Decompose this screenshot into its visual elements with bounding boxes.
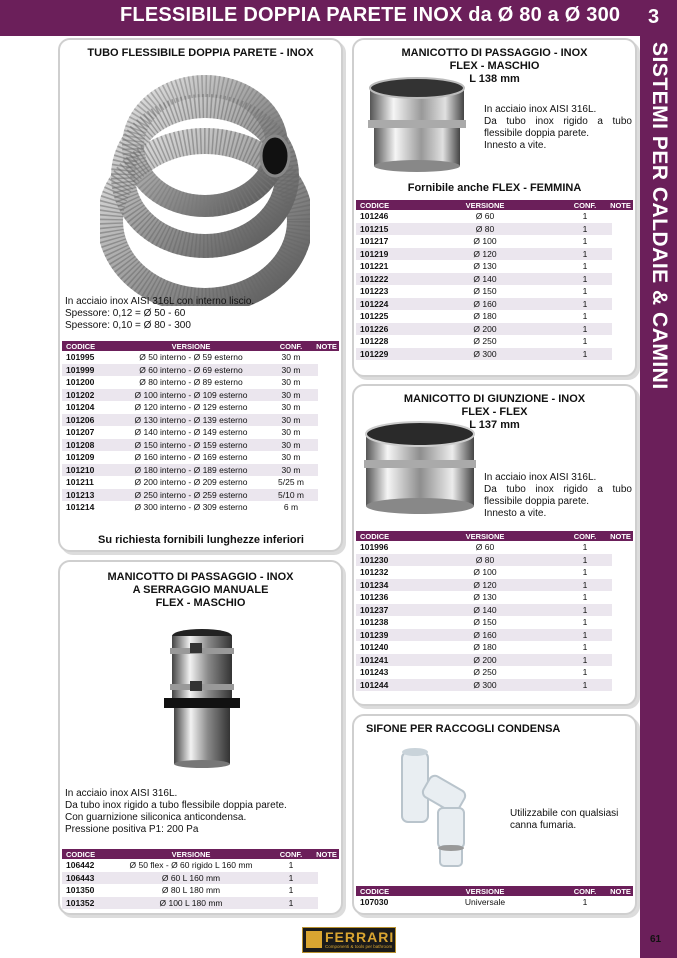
cell-version: Ø 160 (408, 298, 562, 311)
cell-version: Ø 120 interno - Ø 129 esterno (134, 402, 248, 413)
cell-code: 101996 (360, 542, 389, 553)
cell-code: 101246 (360, 211, 389, 222)
card-tubo-flessibile (58, 38, 343, 552)
table-row (356, 641, 633, 654)
cell-note (608, 679, 612, 692)
cell-note (608, 654, 612, 667)
page-title: FLESSIBILE DOPPIA PARETE INOX da Ø 80 a Ø 300 (120, 4, 621, 26)
description-line: Pressione positiva P1: 200 Pa (65, 824, 199, 835)
cell-note (608, 566, 612, 579)
cell-code: 101221 (360, 261, 389, 272)
cell-code: 101217 (360, 236, 389, 247)
cell-version: Ø 130 interno - Ø 139 esterno (114, 414, 268, 427)
cell-version: Ø 50 flex - Ø 60 rigido L 160 mm (129, 860, 253, 871)
table-row (356, 666, 633, 679)
cell-code: 106442 (66, 860, 95, 871)
cell-conf: 1 (562, 654, 608, 667)
cell-version: Ø 100 (473, 236, 497, 247)
footnote: Su richiesta fornibili lunghezze inferiori (98, 534, 304, 546)
table-row (62, 501, 339, 514)
col-note: NOTE (608, 886, 633, 896)
cell-conf: 30 m (268, 439, 314, 452)
table-row (356, 285, 633, 298)
table-row (356, 541, 633, 554)
section-number: 3 (648, 6, 660, 28)
spec-table (356, 200, 633, 360)
cell-conf: 6 m (283, 502, 299, 513)
col-conf: CONF. (268, 849, 314, 859)
cell-note (608, 285, 612, 298)
cell-conf: 1 (288, 860, 294, 871)
cell-note (608, 579, 612, 592)
description-line: Innesto a vite. (484, 140, 547, 151)
cell-conf: 30 m (281, 427, 301, 438)
joint-sleeve-image (360, 420, 480, 520)
description-line: In acciaio inox AISI 316L. (65, 788, 178, 799)
cell-version: Ø 80 (408, 223, 562, 236)
table-row (62, 872, 339, 885)
cell-conf: 1 (268, 872, 314, 885)
cell-version: Ø 120 (408, 248, 562, 261)
cell-note (608, 896, 612, 909)
cell-version: Ø 140 (408, 604, 562, 617)
table-row (356, 679, 633, 692)
cell-conf: 30 m (281, 402, 301, 413)
description-line: Con guarnizione siliconica anticondensa. (65, 812, 247, 823)
col-code: CODICE (356, 531, 408, 541)
cell-version: Ø 300 (408, 679, 562, 692)
table-header (62, 849, 339, 859)
table-row (62, 426, 339, 439)
table-row (356, 210, 633, 223)
description-line: Utilizzabile con qualsiasi (510, 808, 619, 819)
cell-version: Ø 150 (473, 286, 497, 297)
cell-note (314, 351, 318, 364)
table-row (356, 629, 633, 642)
cell-version: Ø 200 (408, 323, 562, 336)
description-line: Spessore: 0,10 = Ø 80 - 300 (65, 320, 191, 331)
cell-note (314, 897, 318, 910)
cell-conf: 30 m (281, 352, 301, 363)
table-header (356, 200, 633, 210)
cell-code: 101238 (360, 617, 389, 628)
cell-note (314, 401, 318, 414)
cell-note (608, 260, 612, 273)
table-row (62, 389, 339, 402)
table-row (62, 376, 339, 389)
description (65, 296, 335, 332)
cell-note (608, 298, 612, 311)
table-row (62, 451, 339, 464)
description-line: Da tubo inox rigido a tubo flessibile doppia parete. (65, 800, 287, 811)
cell-conf: 30 m (268, 414, 314, 427)
table-row (62, 401, 339, 414)
cell-code: 101214 (66, 502, 95, 513)
card-title (60, 571, 341, 610)
cell-note (608, 223, 612, 236)
cell-conf: 5/10 m (268, 489, 314, 502)
cell-code: 101224 (356, 298, 408, 311)
card-sifone (352, 714, 637, 915)
sidebar-label: SISTEMI PER CALDAIE & CAMINI (648, 42, 671, 390)
cell-note (608, 629, 612, 642)
col-conf: CONF. (562, 886, 608, 896)
cell-version: Universale (464, 897, 506, 908)
cell-code: 101237 (356, 604, 408, 617)
cell-conf: 1 (562, 579, 608, 592)
brand-logo (302, 927, 396, 953)
table-row (356, 248, 633, 261)
cell-conf: 5/25 m (278, 477, 304, 488)
table-row (356, 310, 633, 323)
cell-version: Ø 130 (473, 261, 497, 272)
col-version: VERSIONE (408, 531, 562, 541)
cell-note (608, 604, 612, 617)
cell-version: Ø 80 interno - Ø 89 esterno (139, 377, 243, 388)
cell-version: Ø 100 L 180 mm (114, 897, 268, 910)
description (484, 104, 632, 152)
cell-version: Ø 300 (408, 348, 562, 361)
table-row (356, 616, 633, 629)
title-line: FLEX - FLEX (461, 406, 528, 418)
col-code: CODICE (356, 200, 408, 210)
description (510, 808, 635, 832)
cell-version: Ø 180 interno - Ø 189 esterno (114, 464, 268, 477)
cell-conf: 1 (582, 311, 588, 322)
cell-version: Ø 140 interno - Ø 149 esterno (134, 427, 248, 438)
description (65, 788, 335, 836)
description-line: In acciaio inox AISI 316L. (484, 472, 597, 483)
table-header (356, 531, 633, 541)
cell-code: 101243 (360, 667, 389, 678)
cell-code: 101230 (356, 554, 408, 567)
cell-note (314, 426, 318, 439)
cell-note (608, 616, 612, 629)
description-line: Spessore: 0,12 = Ø 50 - 60 (65, 308, 186, 319)
col-note: NOTE (608, 531, 633, 541)
spec-table (356, 886, 633, 909)
spec-table (62, 341, 339, 514)
table-row (62, 364, 339, 377)
description-line: In acciaio inox AISI 316L. (484, 104, 597, 115)
col-code: CODICE (356, 886, 408, 896)
cell-note (608, 335, 612, 348)
cell-conf: 1 (562, 223, 608, 236)
sleeve-image (362, 76, 472, 176)
cell-conf: 1 (562, 323, 608, 336)
cell-note (608, 273, 612, 286)
cell-code: 101232 (360, 567, 389, 578)
cell-version: Ø 250 (473, 667, 497, 678)
card-subtitle: Fornibile anche FLEX - FEMMINA (407, 182, 582, 194)
title-line: FLEX - MASCHIO (155, 597, 246, 609)
table-row (356, 260, 633, 273)
table-row (356, 579, 633, 592)
cell-version: Ø 130 (473, 592, 497, 603)
cell-version: Ø 150 (473, 617, 497, 628)
logo-tagline: Componenti & tools per bathroom (325, 944, 393, 949)
table-row (356, 896, 633, 909)
col-note: NOTE (608, 200, 633, 210)
cell-conf: 1 (582, 642, 588, 653)
cell-conf: 30 m (281, 452, 301, 463)
table-row (62, 464, 339, 477)
cell-conf: 1 (582, 592, 588, 603)
table-row (62, 884, 339, 897)
table-row (356, 235, 633, 248)
cell-note (608, 554, 612, 567)
cell-version: Ø 50 interno - Ø 59 esterno (139, 352, 243, 363)
cell-code: 101995 (66, 352, 95, 363)
table-row (356, 323, 633, 336)
cell-code: 101210 (62, 464, 114, 477)
col-conf: CONF. (562, 200, 608, 210)
cell-code: 101208 (62, 439, 114, 452)
card-title: SIFONE PER RACCOGLI CONDENSA (366, 723, 561, 735)
col-note: NOTE (314, 341, 339, 351)
cell-note (608, 348, 612, 361)
cell-code: 101352 (62, 897, 114, 910)
cell-conf: 1 (562, 248, 608, 261)
title-line: L 137 mm (469, 419, 520, 431)
cell-code: 101236 (360, 592, 389, 603)
condensate-siphon-image (394, 742, 484, 872)
cell-version: Ø 120 (408, 579, 562, 592)
col-version: VERSIONE (408, 886, 562, 896)
cell-note (608, 541, 612, 554)
col-code: CODICE (62, 341, 114, 351)
cell-code: 101204 (66, 402, 95, 413)
card-title: TUBO FLESSIBILE DOPPIA PARETE - INOX (87, 47, 314, 59)
title-line: FLEX - MASCHIO (449, 60, 540, 72)
cell-code: 101200 (66, 377, 95, 388)
cell-conf: 30 m (268, 364, 314, 377)
cell-code: 101211 (66, 477, 94, 488)
cell-version: Ø 60 (475, 211, 495, 222)
cell-version: Ø 100 interno - Ø 109 esterno (114, 389, 268, 402)
description-line: Da tubo inox rigido a tubo flessibile doppia parete. (484, 484, 632, 507)
cell-version: Ø 60 L 160 mm (114, 872, 268, 885)
cell-version: Ø 160 (408, 629, 562, 642)
table-row (356, 566, 633, 579)
cell-note (608, 666, 612, 679)
logo-name: FERRARI (325, 929, 395, 945)
card-manicotto-giunzione (352, 384, 637, 706)
logo-mark-icon (306, 931, 322, 948)
cell-conf: 30 m (268, 389, 314, 402)
flexible-hose-image (100, 66, 310, 306)
table-row (62, 439, 339, 452)
cell-note (314, 376, 318, 389)
cell-conf: 1 (582, 286, 588, 297)
manual-clamp-sleeve-image (162, 626, 242, 768)
description-line: Innesto a vite. (484, 508, 547, 519)
table-row (62, 897, 339, 910)
cell-conf: 30 m (281, 377, 301, 388)
table-row (356, 335, 633, 348)
cell-version: Ø 200 interno - Ø 209 esterno (134, 477, 248, 488)
cell-note (608, 591, 612, 604)
cell-version: Ø 80 (408, 554, 562, 567)
cell-code: 101241 (356, 654, 408, 667)
cell-conf: 1 (582, 211, 588, 222)
cell-note (314, 884, 318, 897)
cell-note (314, 501, 318, 514)
cell-conf: 1 (582, 336, 588, 347)
spec-table (62, 849, 339, 909)
cell-code: 101225 (360, 311, 389, 322)
col-code: CODICE (62, 849, 114, 859)
table-row (356, 273, 633, 286)
cell-version: Ø 250 (473, 336, 497, 347)
table-row (356, 348, 633, 361)
cell-code: 101229 (356, 348, 408, 361)
cell-note (314, 364, 318, 377)
table-row (356, 223, 633, 236)
cell-conf: 1 (562, 554, 608, 567)
cell-note (314, 389, 318, 402)
cell-code: 101226 (356, 323, 408, 336)
table-header (356, 886, 633, 896)
cell-note (314, 859, 318, 872)
table-row (62, 859, 339, 872)
cell-version: Ø 160 interno - Ø 169 esterno (134, 452, 248, 463)
cell-conf: 1 (562, 604, 608, 617)
cell-code: 101999 (62, 364, 114, 377)
cell-version: Ø 60 (475, 542, 495, 553)
cell-conf: 1 (288, 885, 294, 896)
cell-version: Ø 150 interno - Ø 159 esterno (114, 439, 268, 452)
cell-version: Ø 300 interno - Ø 309 esterno (134, 502, 248, 513)
col-version: VERSIONE (114, 341, 268, 351)
title-line: A SERRAGGIO MANUALE (132, 584, 269, 596)
card-manicotto-passaggio (352, 38, 637, 377)
description (484, 472, 632, 520)
table-row (356, 298, 633, 311)
col-note: NOTE (314, 849, 339, 859)
cell-conf: 1 (582, 617, 588, 628)
cell-code: 101202 (62, 389, 114, 402)
description-line: Da tubo inox rigido a tubo flessibile doppia parete. (484, 116, 632, 139)
cell-code: 101209 (66, 452, 95, 463)
header-bar (0, 0, 677, 36)
cell-code: 101207 (66, 427, 95, 438)
cell-note (314, 476, 318, 489)
col-conf: CONF. (562, 531, 608, 541)
cell-note (608, 323, 612, 336)
title-line: MANICOTTO DI PASSAGGIO - INOX (107, 571, 294, 583)
cell-conf: 1 (562, 348, 608, 361)
cell-code: 101223 (360, 286, 389, 297)
spec-table (356, 531, 633, 691)
cell-note (608, 248, 612, 261)
title-line: L 138 mm (469, 73, 520, 85)
col-version: VERSIONE (114, 849, 268, 859)
cell-conf: 1 (582, 542, 588, 553)
cell-note (314, 872, 318, 885)
description-line: canna fumaria. (510, 820, 577, 831)
cell-conf: 1 (562, 679, 608, 692)
title-line: MANICOTTO DI PASSAGGIO - INOX (401, 47, 588, 59)
cell-conf: 1 (582, 261, 588, 272)
cell-code: 101213 (62, 489, 114, 502)
table-row (62, 476, 339, 489)
cell-version: Ø 180 (473, 311, 497, 322)
table-row (62, 414, 339, 427)
cell-code: 101219 (356, 248, 408, 261)
cell-code: 101222 (356, 273, 408, 286)
cell-code: 101234 (356, 579, 408, 592)
cell-note (608, 235, 612, 248)
cell-code: 101228 (360, 336, 389, 347)
cell-conf: 1 (582, 897, 588, 908)
table-row (356, 654, 633, 667)
cell-version: Ø 80 L 180 mm (161, 885, 221, 896)
page-number: 61 (650, 934, 662, 945)
cell-note (314, 439, 318, 452)
cell-conf: 1 (562, 298, 608, 311)
title-line: MANICOTTO DI GIUNZIONE - INOX (403, 393, 586, 405)
table-row (62, 351, 339, 364)
cell-version: Ø 140 (408, 273, 562, 286)
table-header (62, 341, 339, 351)
cell-version: Ø 250 interno - Ø 259 esterno (114, 489, 268, 502)
cell-note (608, 210, 612, 223)
table-row (356, 604, 633, 617)
cell-code: 101350 (66, 885, 95, 896)
cell-code: 101244 (356, 679, 408, 692)
cell-version: Ø 100 (473, 567, 497, 578)
cell-conf: 1 (582, 567, 588, 578)
cell-conf: 30 m (268, 464, 314, 477)
cell-conf: 1 (268, 897, 314, 910)
cell-note (314, 464, 318, 477)
cell-conf: 1 (562, 273, 608, 286)
cell-code: 106443 (62, 872, 114, 885)
cell-code: 101240 (360, 642, 389, 653)
col-conf: CONF. (268, 341, 314, 351)
cell-code: 101206 (62, 414, 114, 427)
cell-version: Ø 180 (473, 642, 497, 653)
cell-note (608, 641, 612, 654)
cell-note (608, 310, 612, 323)
description-line: In acciaio inox AISI 316L con interno liscio. (65, 296, 255, 307)
card-manicotto-serraggio (58, 560, 343, 915)
cell-conf: 1 (582, 236, 588, 247)
cell-code: 101215 (356, 223, 408, 236)
cell-note (314, 451, 318, 464)
table-row (356, 554, 633, 567)
cell-code: 101239 (356, 629, 408, 642)
table-row (356, 591, 633, 604)
cell-note (314, 489, 318, 502)
col-version: VERSIONE (408, 200, 562, 210)
cell-version: Ø 60 interno - Ø 69 esterno (114, 364, 268, 377)
table-row (62, 489, 339, 502)
cell-conf: 1 (562, 629, 608, 642)
cell-version: Ø 200 (408, 654, 562, 667)
cell-conf: 1 (582, 667, 588, 678)
cell-note (314, 414, 318, 427)
cell-code: 107030 (360, 897, 389, 908)
